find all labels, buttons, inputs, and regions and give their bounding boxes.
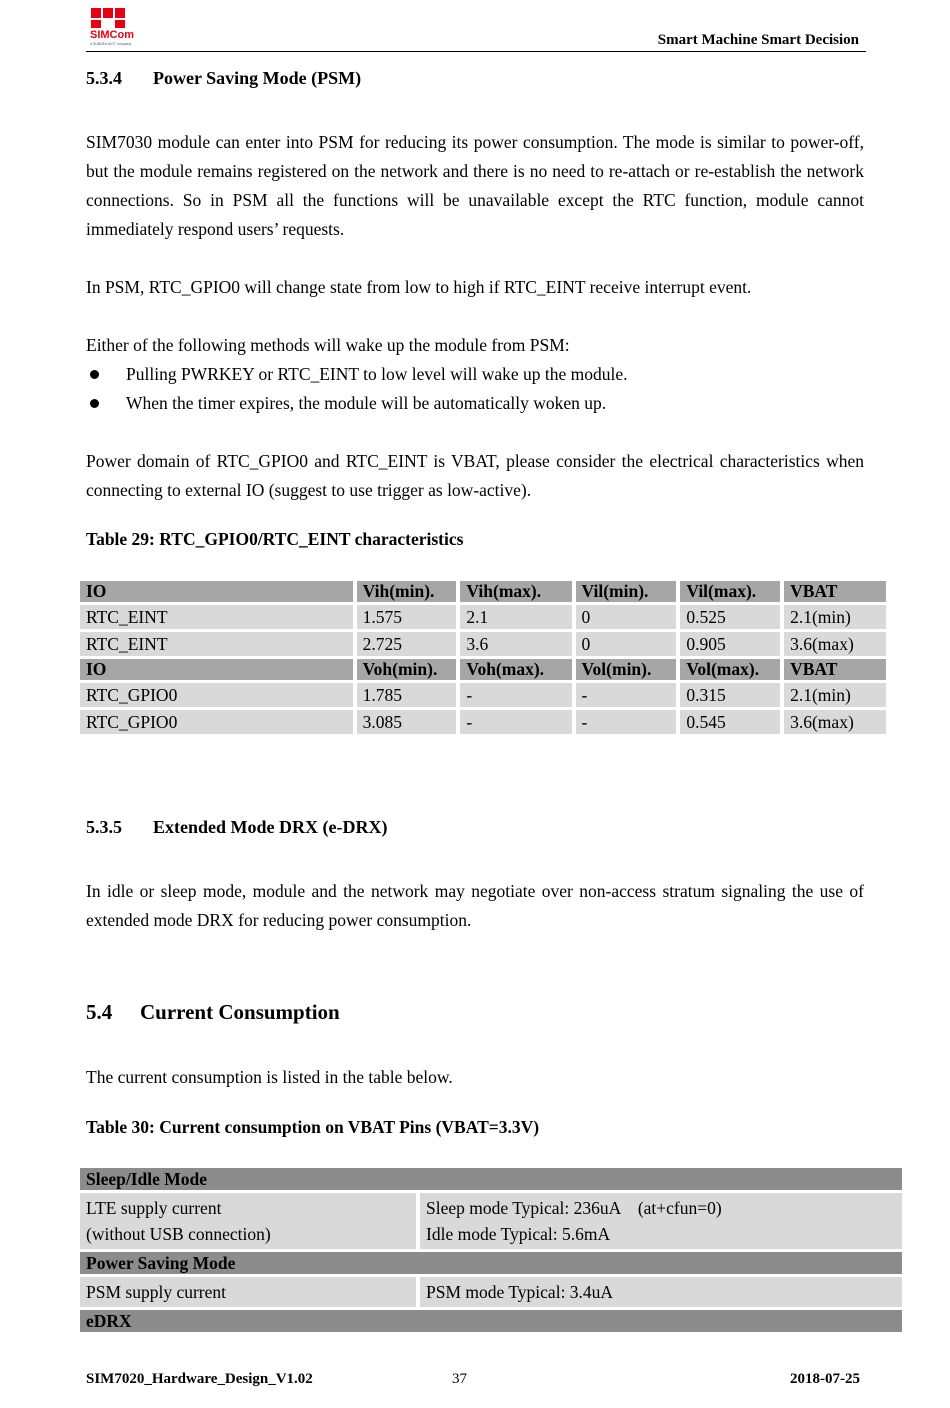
psm-paragraph-4: Power domain of RTC_GPIO0 and RTC_EINT is VBAT, please consider the electrical characteristics when connecting to external IO (suggest to use trigger as low-active).	[86, 451, 864, 500]
table-header-cell: Vil(max).	[680, 581, 780, 602]
table-section-cell: eDRX	[80, 1310, 902, 1332]
section-number: 5.4	[86, 1000, 113, 1024]
row-label: (without USB connection)	[86, 1224, 271, 1244]
table-30-caption: Table 30: Current consumption on VBAT Pins (VBAT=3.3V)	[86, 1117, 540, 1137]
table-header-cell: Voh(min).	[357, 659, 457, 680]
table-header-cell: Vih(min).	[357, 581, 457, 602]
table-section-cell: Power Saving Mode	[80, 1252, 902, 1274]
section-title: Extended Mode DRX (e-DRX)	[153, 817, 388, 837]
table-header-cell: Vol(max).	[680, 659, 780, 680]
table-row	[80, 683, 886, 707]
section-54-heading	[86, 1000, 340, 1025]
table-cell: PSM supply current	[80, 1277, 416, 1307]
table-cell: RTC_GPIO0	[80, 683, 353, 707]
table-row	[80, 605, 886, 629]
table-cell: 3.6(max)	[784, 710, 886, 734]
table-header-cell: IO	[80, 581, 353, 602]
table-cell: 2.1(min)	[784, 605, 886, 629]
table-cell: 2.1	[460, 605, 571, 629]
table-row	[80, 710, 886, 734]
current-consumption-table	[76, 1165, 906, 1335]
svg-text:SIMCom: SIMCom	[90, 29, 134, 41]
table-section-cell: Sleep/Idle Mode	[80, 1168, 902, 1190]
current-paragraph: The current consumption is listed in the table below.	[86, 1067, 453, 1087]
row-value: Sleep mode Typical: 236uA (at+cfun=0)	[426, 1198, 722, 1218]
table-cell: 2.1(min)	[784, 683, 886, 707]
table-cell: PSM mode Typical: 3.4uA	[420, 1277, 902, 1307]
table-cell: 3.6(max)	[784, 632, 886, 656]
footer-page-number: 37	[452, 1371, 467, 1387]
table-row	[80, 1277, 902, 1307]
table-cell: -	[576, 710, 677, 734]
table-header-cell: IO	[80, 659, 353, 680]
bullet-text: Pulling PWRKEY or RTC_EINT to low level will wake up the module.	[126, 364, 628, 384]
table-header-cell: VBAT	[784, 659, 886, 680]
table-header-cell: Vih(max).	[460, 581, 571, 602]
bullet-text: When the timer expires, the module will be automatically woken up.	[126, 393, 607, 413]
table-header-cell: Vol(min).	[576, 659, 677, 680]
bullet-icon	[90, 370, 99, 379]
table-cell: RTC_GPIO0	[80, 710, 353, 734]
table-cell: 0.525	[680, 605, 780, 629]
svg-text:a SUNSEA AIOT company: a SUNSEA AIOT company	[90, 42, 132, 46]
table-section-row	[80, 1310, 902, 1332]
table-header-cell: Voh(max).	[460, 659, 571, 680]
table-cell: 0.545	[680, 710, 780, 734]
table-row	[80, 632, 886, 656]
table-cell: RTC_EINT	[80, 632, 353, 656]
table-cell: 0	[576, 605, 677, 629]
table-cell: -	[576, 683, 677, 707]
footer-date: 2018-07-25	[790, 1371, 860, 1387]
table-cell: 3.6	[460, 632, 571, 656]
simcom-logo	[89, 6, 139, 46]
bullet-icon	[90, 399, 99, 408]
section-535-heading	[86, 817, 387, 838]
table-cell: -	[460, 710, 571, 734]
table-29-caption: Table 29: RTC_GPIO0/RTC_EINT characteristics	[86, 529, 464, 549]
table-cell	[80, 1193, 416, 1249]
rtc-characteristics-table	[76, 578, 890, 737]
table-cell: 0.905	[680, 632, 780, 656]
table-header-row	[80, 581, 886, 602]
section-534-heading	[86, 68, 361, 89]
table-header-cell: VBAT	[784, 581, 886, 602]
edrx-paragraph: In idle or sleep mode, module and the network may negotiate over non-access stratum signaling the use of extended mode DRX for reducing power consumption.	[86, 881, 864, 930]
psm-paragraph-2: In PSM, RTC_GPIO0 will change state from low to high if RTC_EINT receive interrupt event.	[86, 277, 752, 297]
table-header-cell: Vil(min).	[576, 581, 677, 602]
table-cell: RTC_EINT	[80, 605, 353, 629]
table-cell: 1.785	[357, 683, 457, 707]
table-cell: 2.725	[357, 632, 457, 656]
bullet-item	[86, 360, 628, 389]
table-cell: 0	[576, 632, 677, 656]
row-label: LTE supply current	[86, 1198, 222, 1218]
table-section-row	[80, 1252, 902, 1274]
header-divider	[86, 51, 866, 52]
bullet-item	[86, 389, 606, 418]
footer-doc-name: SIM7020_Hardware_Design_V1.02	[86, 1371, 313, 1387]
row-value: Idle mode Typical: 5.6mA	[426, 1224, 611, 1244]
psm-paragraph-1: SIM7030 module can enter into PSM for reducing its power consumption. The mode is similar to power-off, but the module remains registered on the network and there is no need to re-attach or re-establish the network connections. So in PSM all the functions will be unavailable except the RTC function, module cannot immediately respond users’ requests.	[86, 132, 864, 239]
table-cell: 1.575	[357, 605, 457, 629]
psm-paragraph-3: Either of the following methods will wake up the module from PSM:	[86, 335, 570, 355]
section-number: 5.3.5	[86, 817, 122, 837]
table-section-row	[80, 1168, 902, 1190]
section-title: Current Consumption	[140, 1000, 340, 1024]
header-tagline: Smart Machine Smart Decision	[657, 32, 859, 48]
table-row	[80, 1193, 902, 1249]
section-number: 5.3.4	[86, 68, 122, 88]
table-header-row	[80, 659, 886, 680]
table-cell: -	[460, 683, 571, 707]
table-cell	[420, 1193, 902, 1249]
table-cell: 3.085	[357, 710, 457, 734]
table-cell: 0.315	[680, 683, 780, 707]
section-title: Power Saving Mode (PSM)	[153, 68, 362, 88]
